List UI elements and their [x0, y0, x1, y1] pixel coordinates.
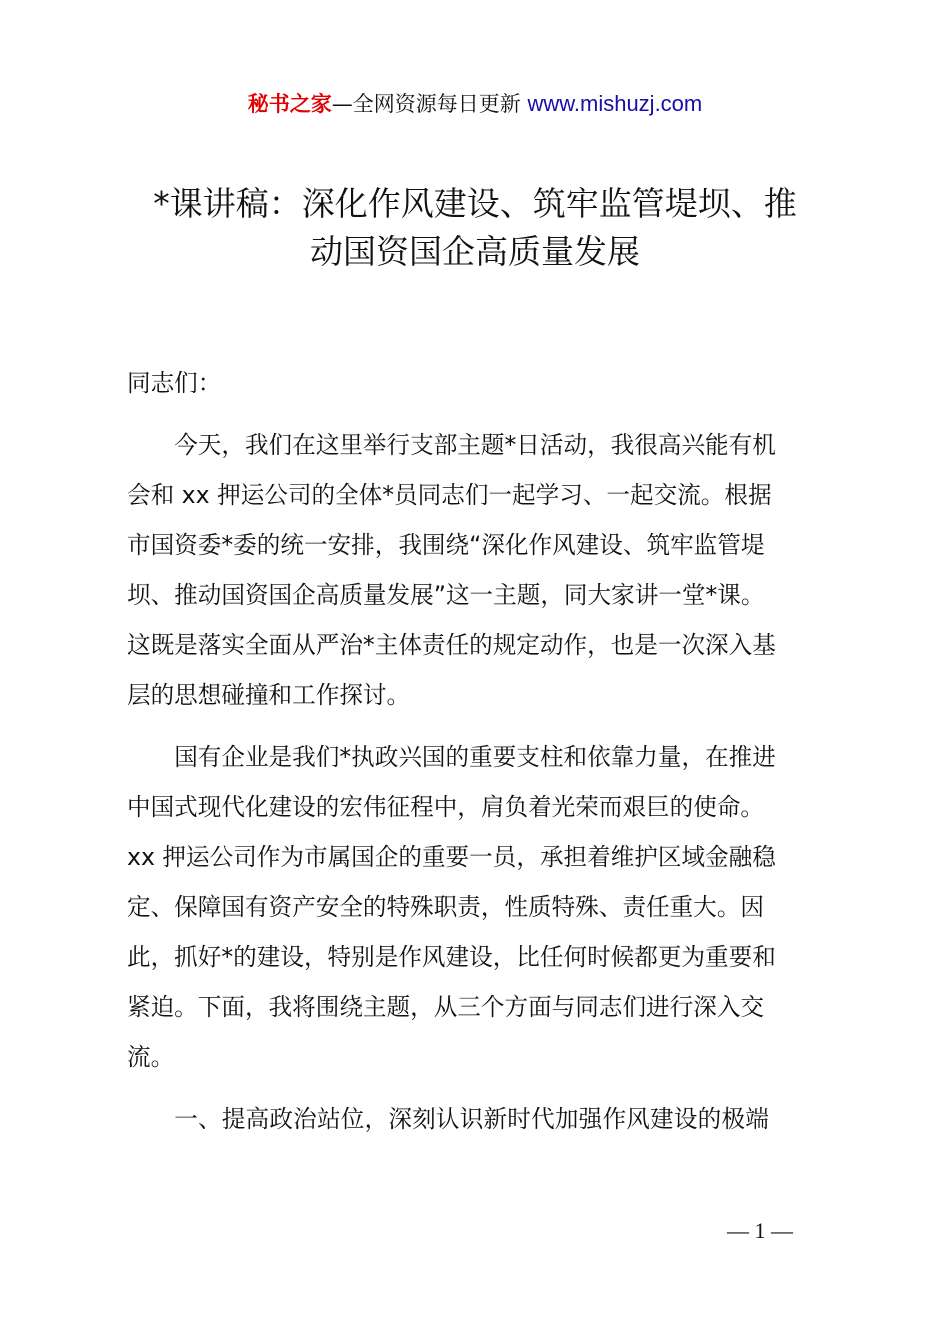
paragraph-line: 定、保障国有资产安全的特殊职责，性质特殊、责任重大。因: [127, 893, 765, 921]
paragraph-line: 层的思想碰撞和工作探讨。: [127, 681, 411, 709]
title-line-1: *课讲稿：深化作风建设、筑牢监管堤坝、推: [153, 184, 797, 223]
page-number: — 1 —: [727, 1218, 793, 1243]
paragraph-line: 坝、推动国资国企高质量发展”这一主题，同大家讲一堂*课。: [127, 581, 765, 609]
paragraph-1: [127, 420, 835, 720]
paragraph-line: 会和 xx 押运公司的全体*员同志们一起学习、一起交流。根据: [127, 481, 772, 509]
document-title: [100, 180, 850, 276]
paragraph-line: 国有企业是我们*执政兴国的重要支柱和依靠力量，在推进: [174, 743, 776, 771]
greeting: 同志们：: [127, 369, 222, 397]
paragraph-line: 市国资委*委的统一安排，我围绕“深化作风建设、筑牢监管堤: [127, 531, 765, 559]
paragraph-line: xx 押运公司作为市属国企的重要一员，承担着维护区域金融稳: [127, 843, 776, 871]
paragraph-2: [127, 732, 835, 1082]
paragraph-line: 今天，我们在这里举行支部主题*日活动，我很高兴能有机: [174, 431, 776, 459]
brand-name: 秘书之家: [247, 92, 332, 116]
paragraph-line: 此，抓好*的建设，特别是作风建设，比任何时候都更为重要和: [127, 943, 776, 971]
paragraph-line: 中国式现代化建设的宏伟征程中，肩负着光荣而艰巨的使命。: [127, 793, 765, 821]
paragraph-line: 紧迫。下面，我将围绕主题，从三个方面与同志们进行深入交: [127, 993, 765, 1021]
site-header: [0, 86, 950, 122]
document-body: [127, 358, 835, 1144]
site-url[interactable]: www.mishuzj.com: [527, 91, 703, 116]
paragraph-line: 流。: [127, 1043, 175, 1071]
paragraph-line: 这既是落实全面从严治*主体责任的规定动作，也是一次深入基: [127, 631, 776, 659]
title-line-2: 动国资国企高质量发展: [310, 232, 640, 271]
section-heading-1: 一、提高政治站位，深刻认识新时代加强作风建设的极端: [174, 1105, 770, 1133]
header-tagline: —全网资源每日更新: [331, 92, 528, 116]
